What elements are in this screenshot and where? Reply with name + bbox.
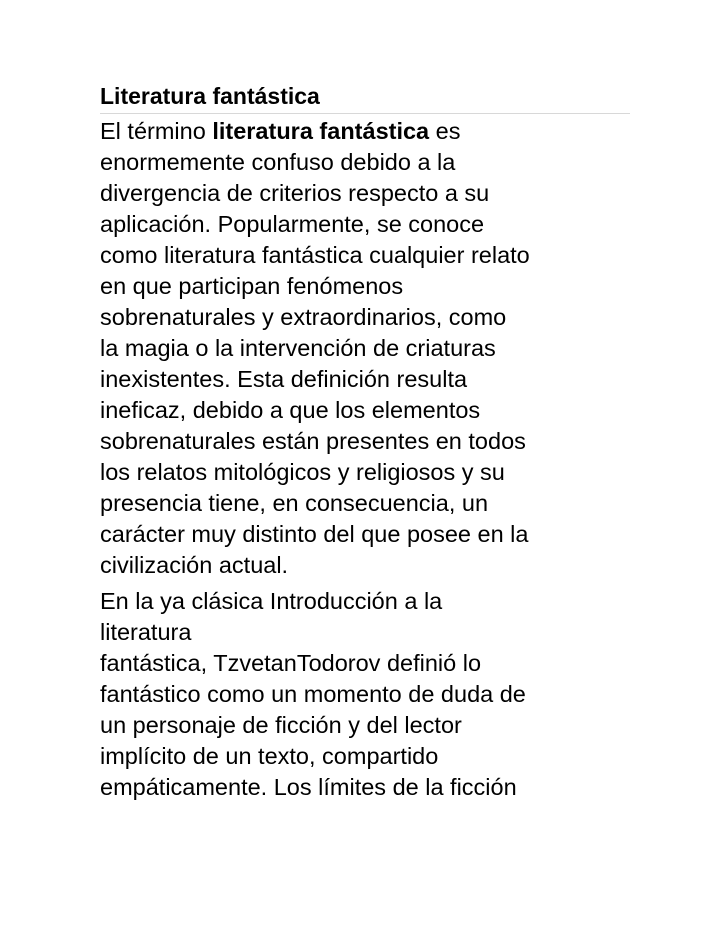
- paragraph-line: inexistentes. Esta definición resulta: [100, 366, 468, 392]
- paragraph-line: aplicación. Popularmente, se conoce: [100, 211, 485, 237]
- paragraph-line: civilización actual.: [100, 552, 289, 578]
- paragraph-1-line-1: [100, 116, 630, 147]
- paragraph-line: los relatos mitológicos y religiosos y su: [100, 459, 505, 485]
- paragraph-line: ineficaz, debido a que los elementos: [100, 397, 481, 423]
- paragraph-line: sobrenaturales y extraordinarios, como: [100, 304, 507, 330]
- paragraph-line: en que participan fenómenos: [100, 273, 404, 299]
- section-heading: Literatura fantástica: [100, 80, 630, 114]
- paragraph-line: fantástica, TzvetanTodorov definió lo: [100, 650, 482, 676]
- paragraph-line: un personaje de ficción y del lector: [100, 712, 462, 738]
- paragraph-line: como literatura fantástica cualquier relato: [100, 242, 530, 268]
- paragraph-line: la magia o la intervención de criaturas: [100, 335, 496, 361]
- text-run: El término: [100, 118, 213, 144]
- paragraph-line: presencia tiene, en consecuencia, un: [100, 490, 489, 516]
- bold-term: literatura fantástica: [212, 118, 430, 144]
- paragraph-line: sobrenaturales están presentes en todos: [100, 428, 526, 454]
- document-page: [100, 80, 630, 803]
- paragraph-line: carácter muy distinto del que posee en la: [100, 521, 529, 547]
- paragraph-line: divergencia de criterios respecto a su: [100, 180, 490, 206]
- paragraph-line: empáticamente. Los límites de la ficción: [100, 774, 517, 800]
- text-run: es: [429, 118, 461, 144]
- paragraph-line: implícito de un texto, compartido: [100, 743, 439, 769]
- paragraph-line: En la ya clásica Introducción a la: [100, 588, 443, 614]
- paragraph-1: [100, 116, 630, 581]
- paragraph-2: [100, 586, 630, 803]
- paragraph-line: fantástico como un momento de duda de: [100, 681, 526, 707]
- paragraph-line: enormemente confuso debido a la: [100, 149, 456, 175]
- paragraph-line: literatura: [100, 619, 192, 645]
